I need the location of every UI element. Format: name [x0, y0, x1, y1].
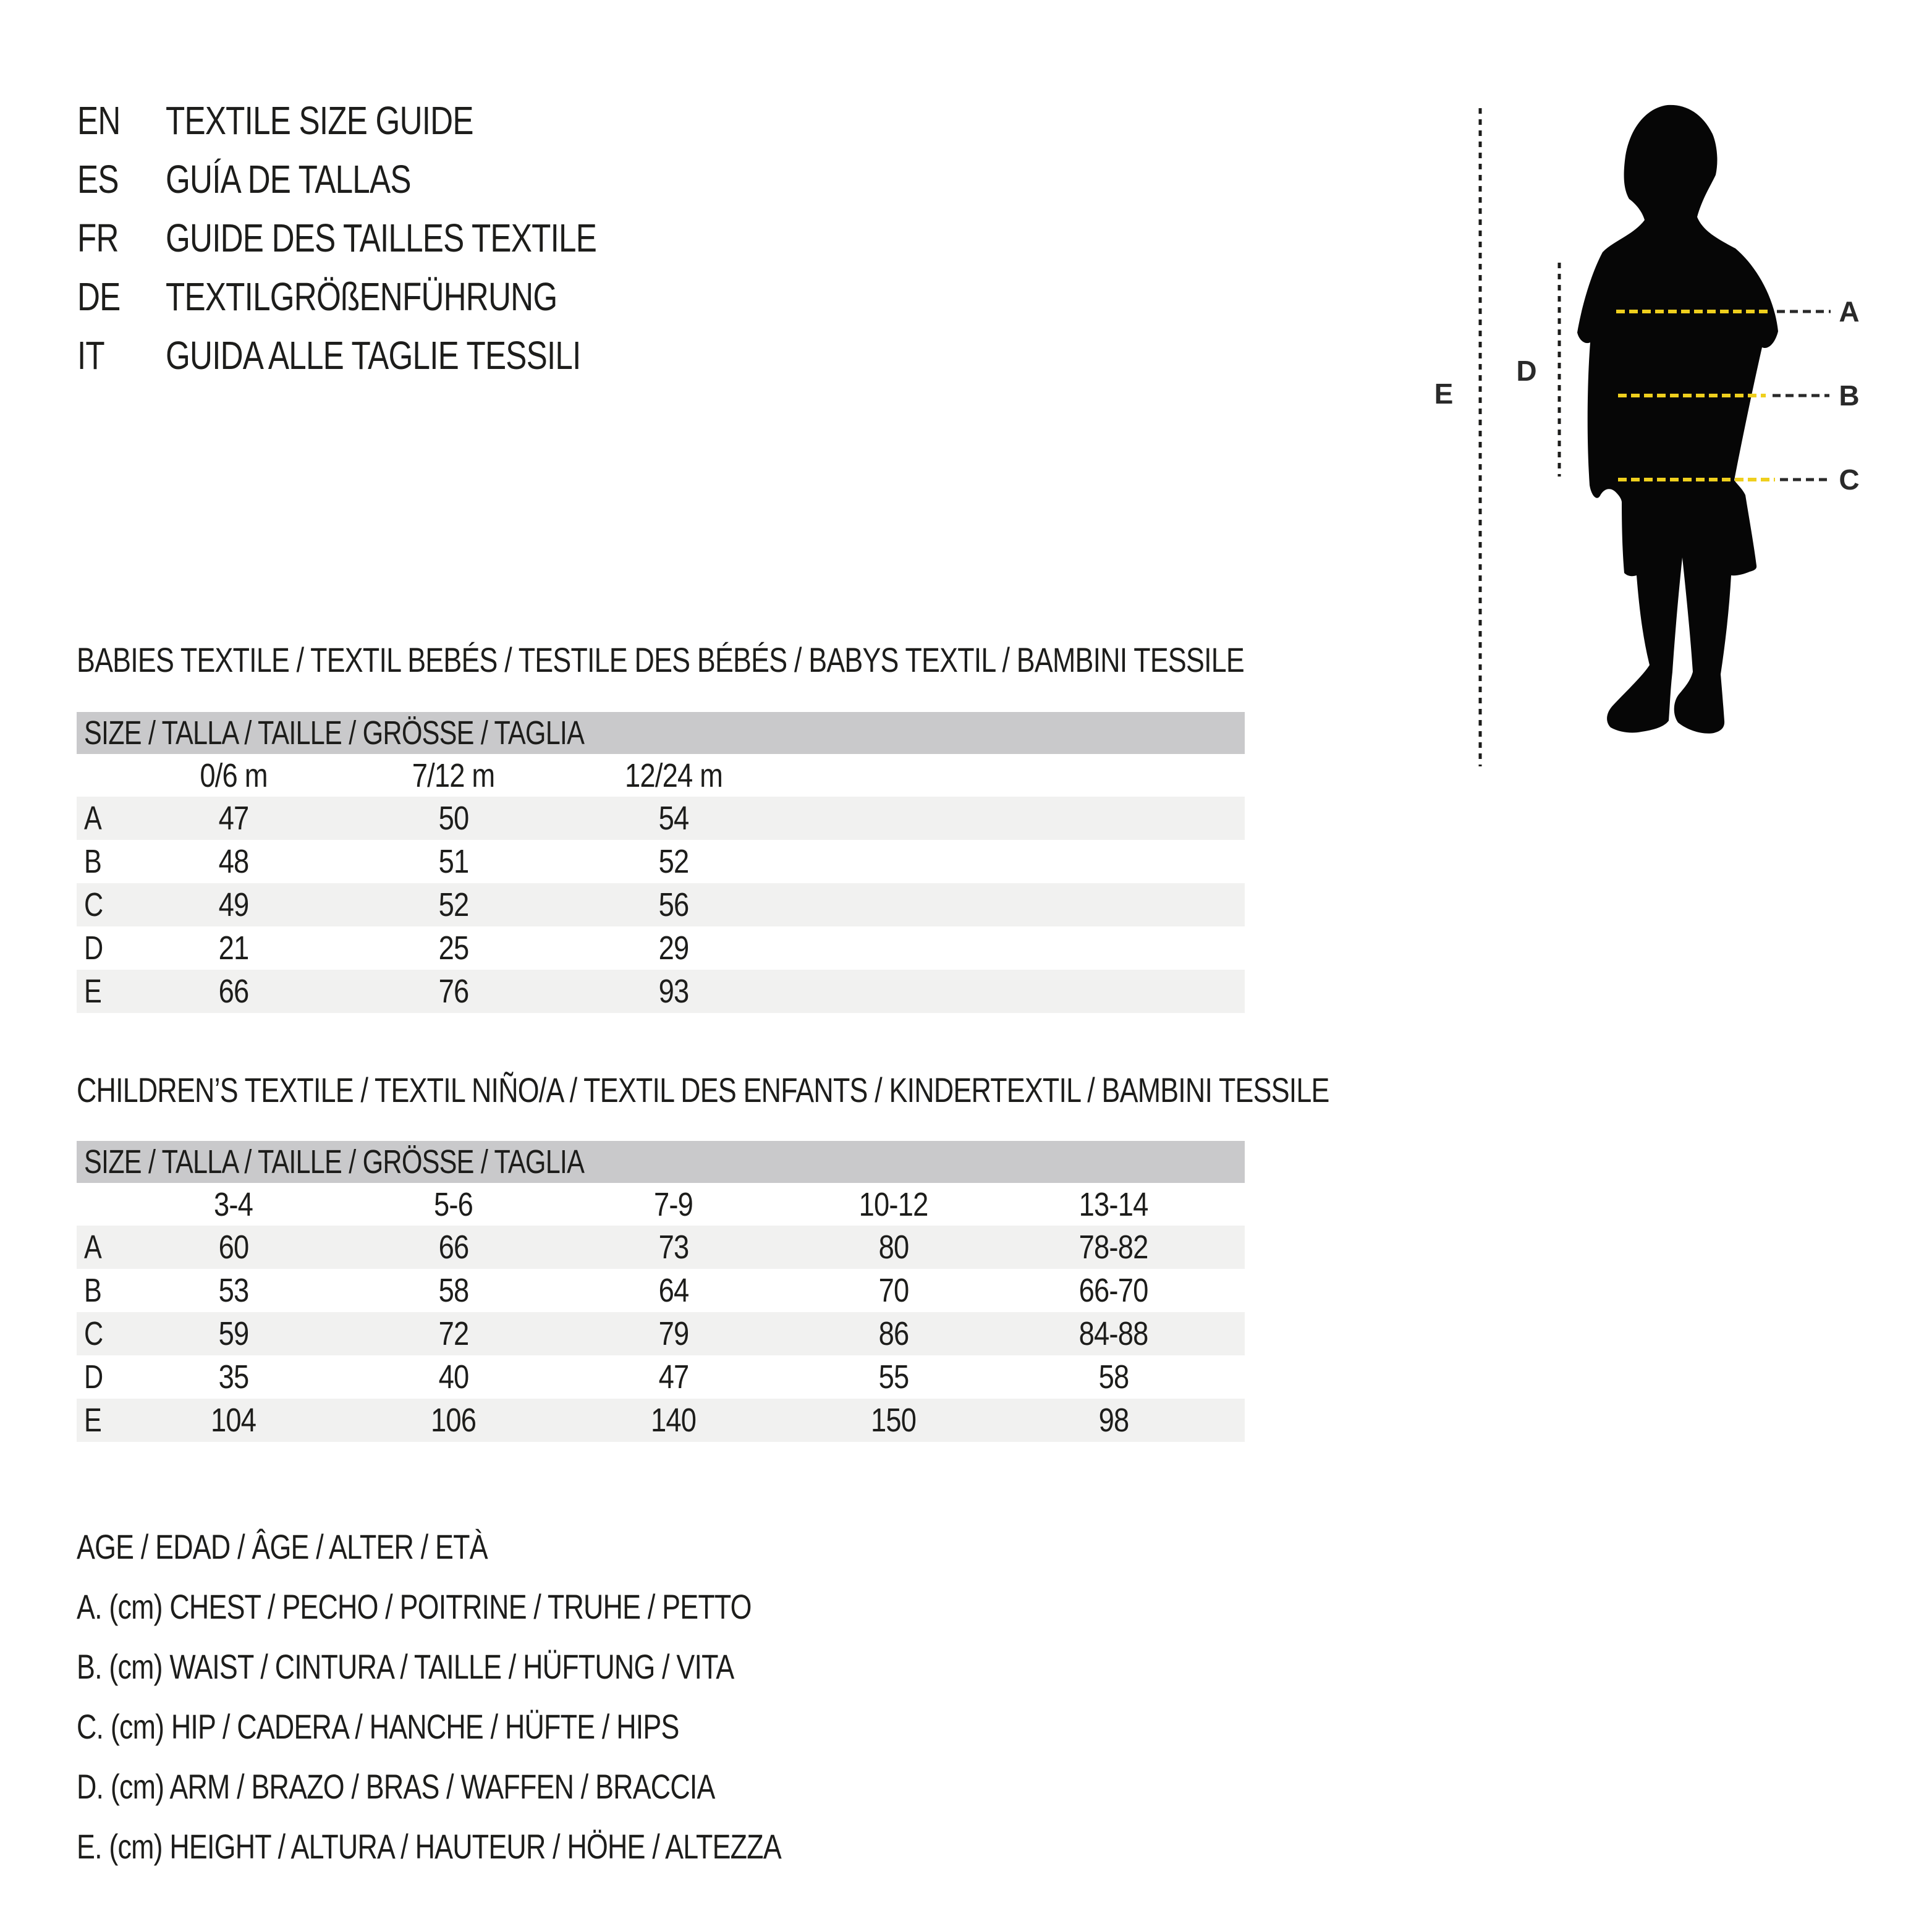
legend-age: AGE / EDAD / ÂGE / ALTER / ETÀ: [77, 1527, 488, 1566]
lang-title-en: TEXTILE SIZE GUIDE: [166, 98, 473, 143]
row-label: B: [84, 1272, 102, 1309]
legend-hip: C. (cm) HIP / CADERA / HANCHE / HÜFTE / HIPS: [77, 1707, 679, 1746]
hip-label: C: [1839, 464, 1860, 496]
table-row: E 66 76 93: [77, 970, 1245, 1013]
legend-chest: A. (cm) CHEST / PECHO / POITRINE / TRUHE / PETTO: [77, 1587, 752, 1626]
lang-code-es: ES: [77, 157, 119, 201]
table-row: E 104 106 140 150 98: [77, 1399, 1245, 1442]
babies-col-0: 0/6 m: [200, 756, 268, 794]
legend-waist: B. (cm) WAIST / CINTURA / TAILLE / HÜFTUNG / VITA: [77, 1647, 734, 1686]
lang-row-de: [77, 268, 704, 326]
row-label: D: [84, 930, 103, 967]
lang-title-it: GUIDA ALLE TAGLIE TESSILI: [166, 333, 581, 378]
children-table-title: CHILDREN’S TEXTILE / TEXTIL NIÑO/A / TEXTIL DES ENFANTS / KINDERTEXTIL / BAMBINI TESSILE: [77, 1070, 1329, 1109]
lang-title-es: GUÍA DE TALLAS: [166, 157, 411, 201]
children-col-1: 5-6: [434, 1185, 473, 1223]
babies-table-title: BABIES TEXTILE / TEXTIL BEBÉS / TESTILE DES BÉBÉS / BABYS TEXTIL / BAMBINI TESSILE: [77, 640, 1244, 679]
lang-row-it: [77, 326, 704, 385]
babies-column-header-row: [77, 754, 1245, 797]
row-label: E: [84, 1402, 102, 1439]
children-col-3: 10-12: [859, 1185, 928, 1223]
babies-size-header-bar: SIZE / TALLA / TAILLE / GRÖSSE / TAGLIA: [77, 712, 1245, 754]
children-col-2: 7-9: [654, 1185, 693, 1223]
table-row: B 53 58 64 70 66-70: [84, 1272, 1148, 1309]
table-row: D 21 25 29: [84, 930, 689, 967]
table-row: B 48 51 52: [84, 843, 689, 880]
measurement-legend: [77, 1517, 957, 1876]
table-row: C 49 52 56: [77, 883, 1245, 926]
table-row: A 47 50 54: [77, 797, 1245, 840]
lang-code-de: DE: [77, 274, 121, 319]
babies-col-1: 7/12 m: [412, 756, 495, 794]
lang-title-de: TEXTILGRÖßENFÜHRUNG: [166, 274, 557, 319]
row-label: C: [84, 886, 103, 923]
row-label: D: [84, 1358, 103, 1396]
row-label: C: [84, 1315, 103, 1352]
legend-arm: D. (cm) ARM / BRAZO / BRAS / WAFFEN / BRACCIA: [77, 1767, 715, 1806]
lang-title-fr: GUIDE DES TAILLES TEXTILE: [166, 216, 597, 260]
lang-code-fr: FR: [77, 216, 119, 260]
arm-label: D: [1516, 355, 1537, 387]
children-col-4: 13-14: [1079, 1185, 1148, 1223]
row-label: A: [84, 800, 102, 837]
children-size-header-bar: SIZE / TALLA / TAILLE / GRÖSSE / TAGLIA: [77, 1141, 1245, 1183]
lang-row-fr: [77, 209, 704, 268]
row-label: B: [84, 843, 102, 880]
children-table: [77, 1183, 1245, 1442]
waist-label: B: [1839, 379, 1860, 412]
chest-label: A: [1839, 295, 1860, 328]
height-label: E: [1434, 378, 1454, 410]
language-title-block: [77, 91, 704, 385]
children-col-0: 3-4: [214, 1185, 253, 1223]
lang-code-en: EN: [77, 98, 121, 143]
lang-row-es: [77, 150, 704, 209]
babies-table: [77, 754, 1245, 1013]
row-label: E: [84, 973, 102, 1010]
babies-col-2: 12/24 m: [624, 756, 723, 794]
children-column-header-row: [77, 1183, 1245, 1226]
legend-height: E. (cm) HEIGHT / ALTURA / HAUTEUR / HÖHE / ALTEZZA: [77, 1827, 781, 1866]
table-row: A 60 66 73 80 78-82: [77, 1226, 1245, 1269]
row-label: A: [84, 1229, 102, 1266]
lang-code-it: IT: [77, 333, 104, 378]
table-row: D 35 40 47 55 58: [84, 1358, 1129, 1396]
table-row: C 59 72 79 86 84-88: [77, 1312, 1245, 1355]
lang-row-en: [77, 91, 704, 150]
